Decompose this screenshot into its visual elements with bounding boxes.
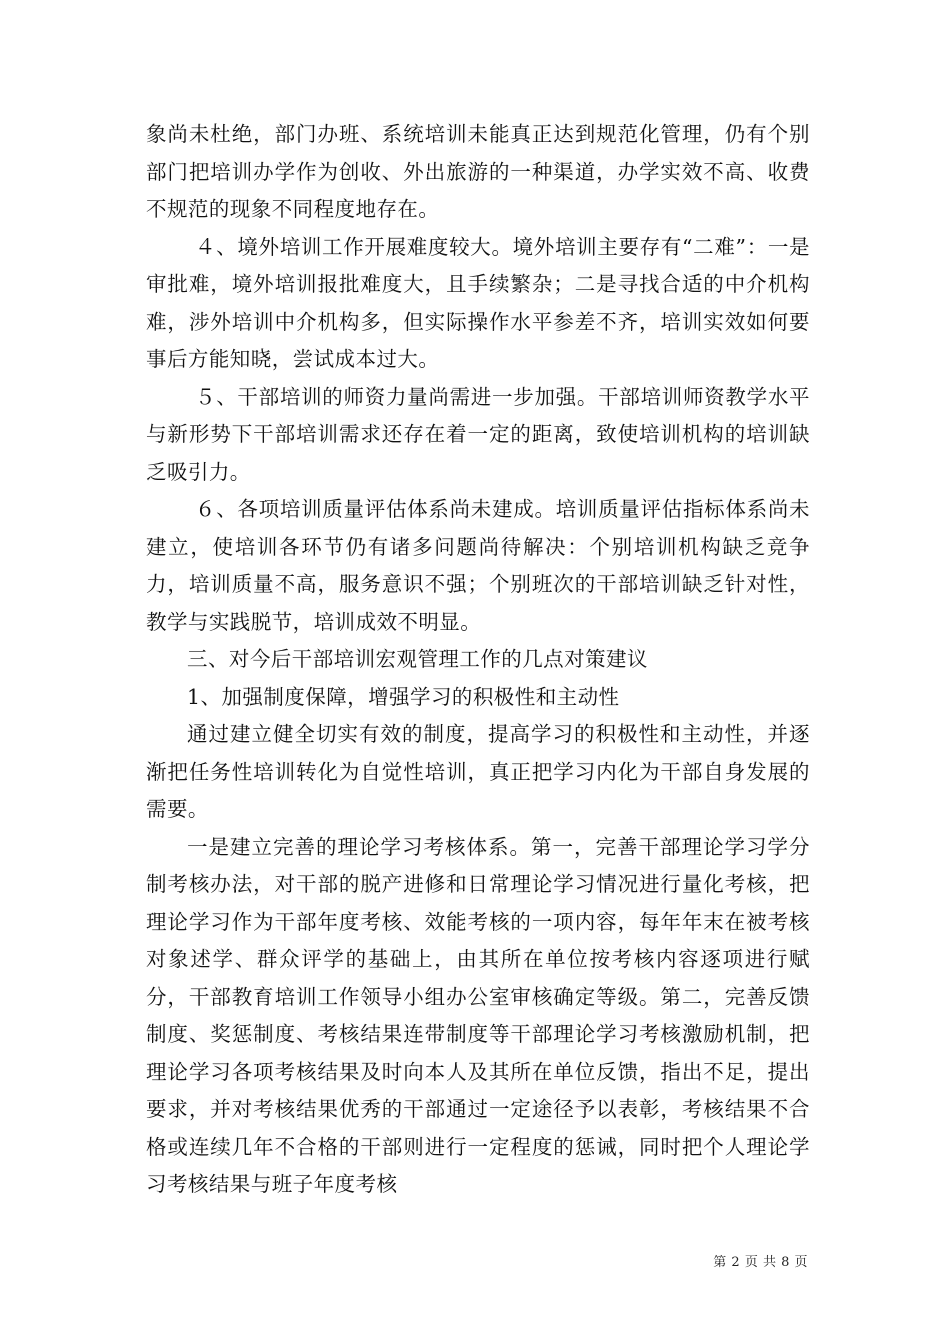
page-number: 第 2 页 共 8 页 [713,1255,808,1270]
paragraph-intro: 通过建立健全切实有效的制度，提高学习的积极性和主动性，并逐渐把任务性培训转化为自觉性培训，真正把学习内化为干部自身发展的需要。 [146,722,810,821]
document-body [146,116,810,1204]
paragraph-item-4: ４、境外培训工作开展难度较大。境外培训主要存有“二难”：一是审批难，境外培训报批难度大，且手续繁杂；二是寻找合适的中介机构难，涉外培训中介机构多，但实际操作水平参差不齐，培训实效如何要事后方能知晓，尝试成本过大。 [146,234,810,371]
paragraph-theory-assessment: 一是建立完善的理论学习考核体系。第一，完善干部理论学习学分制考核办法，对干部的脱产进修和日常理论学习情况进行量化考核，把理论学习作为干部年度考核、效能考核的一项内容，每年年末在被考核对象述学、群众评学的基础上，由其所在单位按考核内容逐项进行赋分，干部教育培训工作领导小组办公室审核确定等级。第二，完善反馈制度、奖惩制度、考核结果连带制度等干部理论学习考核激励机制，把理论学习各项考核结果及时向本人及其所在单位反馈，指出不足，提出要求，并对考核结果优秀的干部通过一定途径予以表彰，考核结果不合格或连续几年不合格的干部则进行一定程度的惩诫，同时把个人理论学习考核结果与班子年度考核 [146,834,810,1196]
section-heading-3: 三、对今后干部培训宏观管理工作的几点对策建议 [187,647,648,671]
subsection-heading-1: 1、加强制度保障，增强学习的积极性和主动性 [187,684,620,709]
paragraph-item-6: ６、各项培训质量评估体系尚未建成。培训质量评估指标体系尚未建立，使培训各环节仍有诸多问题尚待解决：个别培训机构缺乏竞争力，培训质量不高，服务意识不强；个别班次的干部培训缺乏针对性，教学与实践脱节，培训成效不明显。 [146,497,810,634]
paragraph-item-5: ５、干部培训的师资力量尚需进一步加强。干部培训师资教学水平与新形势下干部培训需求还存在着一定的距离，致使培训机构的培训缺乏吸引力。 [146,384,810,484]
paragraph-continuation: 象尚未杜绝，部门办班、系统培训未能真正达到规范化管理，仍有个别部门把培训办学作为创收、外出旅游的一种渠道，办学实效不高、收费不规范的现象不同程度地存在。 [146,122,810,221]
